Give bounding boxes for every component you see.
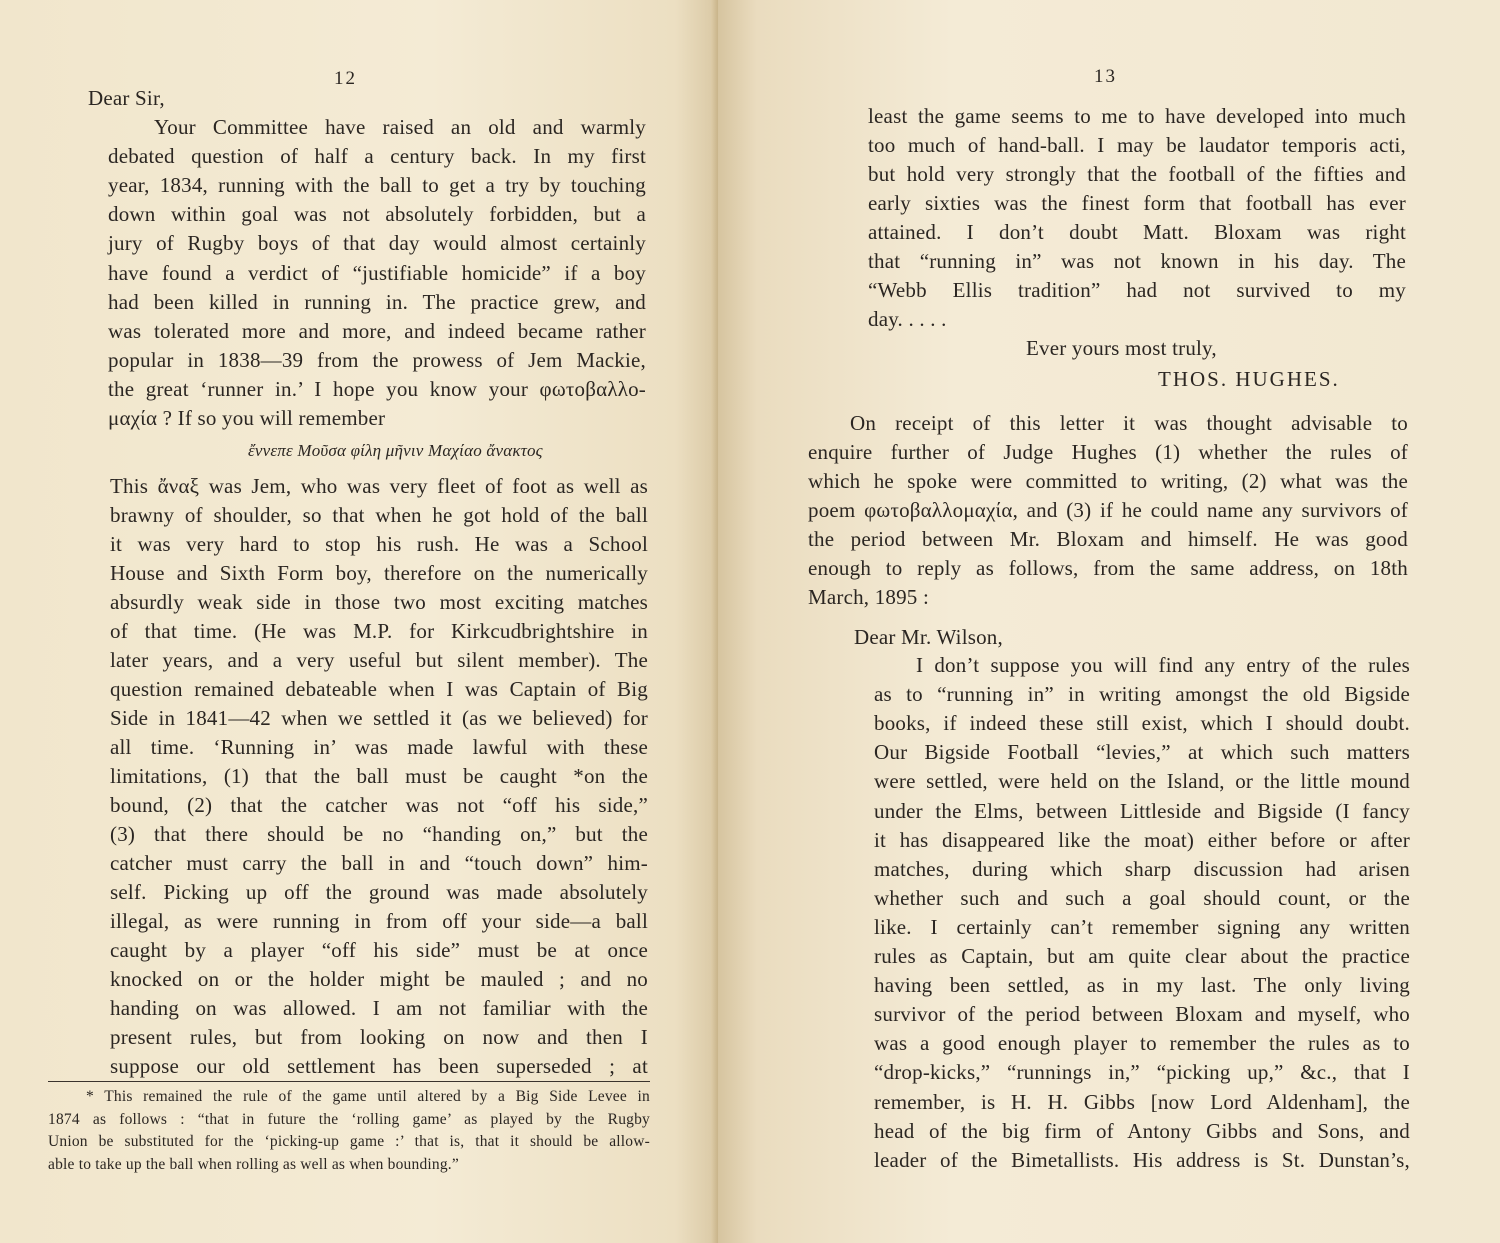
footnote-line: * This remained the rule of the game until altered by a Big Side Levee in bbox=[86, 1088, 650, 1105]
text-line: knocked on or the holder might be mauled ; and no bbox=[110, 967, 648, 991]
text-line: which he spoke were committed to writing, (2) what was the bbox=[808, 469, 1408, 493]
text-line: that “running in” was not known in his day. The bbox=[868, 249, 1406, 273]
text-line: under the Elms, between Littleside and Bigside (I fancy bbox=[874, 798, 1410, 823]
text-line: illegal, as were running in from off your side—a ball bbox=[110, 909, 648, 933]
text-line: least the game seems to me to have developed into much bbox=[868, 104, 1406, 128]
text-line: absurdly weak side in those two most exciting matches bbox=[110, 590, 648, 614]
text-line: all time. ‘Running in’ was made lawful with these bbox=[110, 735, 648, 759]
text-line: bound, (2) that the catcher was not “off his side,” bbox=[110, 793, 648, 817]
text-line: “drop-kicks,” “runnings in,” “picking up,” &c., that I bbox=[874, 1060, 1410, 1085]
text-line: question remained debateable when I was Captain of Big bbox=[110, 677, 648, 701]
text-line: year, 1834, running with the ball to get a try by touching bbox=[108, 173, 646, 198]
footnote-line: Union be substituted for the ‘picking-up game :’ that is, that it should be allow- bbox=[48, 1133, 650, 1150]
text-line: whether such and such a goal should count, or the bbox=[874, 885, 1410, 910]
text-line: matches, during which sharp discussion had arisen bbox=[874, 856, 1410, 881]
text-line: This ἄναξ was Jem, who was very fleet of foot as well as bbox=[110, 474, 648, 498]
text-line: present rules, but from looking on now and then I bbox=[110, 1025, 648, 1049]
text-line: House and Sixth Form boy, therefore on the numerically bbox=[110, 561, 648, 585]
text-line: brawny of shoulder, so that when he got hold of the ball bbox=[110, 503, 648, 527]
text-line: self. Picking up off the ground was made absolutely bbox=[110, 880, 648, 904]
page-number: 12 bbox=[334, 68, 357, 89]
closing-line: Ever yours most truly, bbox=[1026, 336, 1217, 360]
text-line: of that time. (He was M.P. for Kirkcudbrightshire in bbox=[110, 619, 648, 643]
text-line: it was very hard to stop his rush. He was a School bbox=[110, 532, 648, 556]
text-line: head of the big firm of Antony Gibbs and Sons, and bbox=[874, 1118, 1410, 1143]
text-line: down within goal was not absolutely forbidden, but a bbox=[108, 202, 646, 227]
text-line: Side in 1841—42 when we settled it (as we believed) for bbox=[110, 706, 648, 730]
text-line: later years, and a very useful but silent member). The bbox=[110, 648, 648, 672]
text-line: had been killed in running in. The practice grew, and bbox=[108, 289, 646, 314]
text-line: limitations, (1) that the ball must be caught *on the bbox=[110, 764, 648, 788]
text-line: but hold very strongly that the football of the fifties and bbox=[868, 162, 1406, 186]
text-line: Our Bigside Football “levies,” at which such matters bbox=[874, 740, 1410, 765]
text-line: enquire further of Judge Hughes (1) whether the rules of bbox=[808, 440, 1408, 464]
text-line: handing on was allowed. I am not familiar with the bbox=[110, 996, 648, 1020]
text-line: was tolerated more and more, and indeed became rather bbox=[108, 318, 646, 343]
right-page bbox=[718, 0, 1500, 1243]
salutation: Dear Sir, bbox=[88, 86, 165, 110]
salutation-2: Dear Mr. Wilson, bbox=[854, 625, 1003, 649]
text-line: leader of the Bimetallists. His address is St. Dunstan’s, bbox=[874, 1147, 1410, 1172]
text-line: the great ‘runner in.’ I hope you know your φωτοβαλλο- bbox=[108, 376, 646, 401]
footnote-line: 1874 as follows : “that in future the ‘rolling game’ as played by the Rugby bbox=[48, 1110, 650, 1128]
page-number: 13 bbox=[1094, 66, 1117, 87]
text-line: popular in 1838—39 from the prowess of Jem Mackie, bbox=[108, 347, 646, 372]
text-line: jury of Rugby boys of that day would almost certainly bbox=[108, 231, 646, 256]
footnote-line: able to take up the ball when rolling as well as when bounding.” bbox=[48, 1155, 459, 1173]
text-line: On receipt of this letter it was thought advisable to bbox=[850, 411, 1408, 435]
text-line: like. I certainly can’t remember signing any written bbox=[874, 914, 1410, 939]
greek-quote: ἔννεπε Μοῦσα φίλη μῆνιν Μαχίαο ἄνακτος bbox=[248, 441, 543, 460]
text-line: as to “running in” in writing amongst the old Bigside bbox=[874, 682, 1410, 707]
text-line: it has disappeared like the moat) either before or after bbox=[874, 827, 1410, 852]
text-line: Your Committee have raised an old and warmly bbox=[154, 115, 646, 139]
text-line: suppose our old settlement has been superseded ; at bbox=[110, 1054, 648, 1078]
text-line: “Webb Ellis tradition” had not survived to my bbox=[868, 278, 1406, 302]
text-line: was a good enough player to remember the rules as to bbox=[874, 1031, 1410, 1056]
left-page bbox=[0, 0, 718, 1243]
text-line: have found a verdict of “justifiable homicide” if a boy bbox=[108, 260, 646, 285]
text-line: day. . . . . bbox=[868, 307, 947, 331]
text-line: early sixties was the finest form that football has ever bbox=[868, 191, 1406, 215]
footnote-rule bbox=[48, 1081, 650, 1082]
text-line: too much of hand-ball. I may be laudator temporis acti, bbox=[868, 133, 1406, 157]
text-line: poem φωτοβαλλομαχία, and (3) if he could name any survivors of bbox=[808, 498, 1408, 522]
text-line: μαχία ? If so you will remember bbox=[108, 406, 386, 430]
text-line: enough to reply as follows, from the same address, on 18th bbox=[808, 556, 1408, 580]
text-line: catcher must carry the ball in and “touch down” him- bbox=[110, 851, 648, 875]
text-line: the period between Mr. Bloxam and himself. He was good bbox=[808, 527, 1408, 551]
text-line: were settled, were held on the Island, or the little mound bbox=[874, 769, 1410, 794]
text-line: remember, is H. H. Gibbs [now Lord Aldenham], the bbox=[874, 1089, 1410, 1114]
text-line: debated question of half a century back. In my first bbox=[108, 144, 646, 169]
text-line: attained. I don’t doubt Matt. Bloxam was right bbox=[868, 220, 1406, 244]
text-line: caught by a player “off his side” must be at once bbox=[110, 938, 648, 962]
text-line: I don’t suppose you will find any entry of the rules bbox=[916, 653, 1410, 677]
text-line: rules as Captain, but am quite clear about the practice bbox=[874, 944, 1410, 968]
text-line: books, if indeed these still exist, which I should doubt. bbox=[874, 711, 1410, 736]
signature: THOS. HUGHES. bbox=[1158, 367, 1340, 391]
text-line: (3) that there should be no “handing on,” but the bbox=[110, 822, 648, 846]
text-line: having been settled, as in my last. The only living bbox=[874, 973, 1410, 998]
text-line: survivor of the period between Bloxam and myself, who bbox=[874, 1002, 1410, 1027]
text-line: March, 1895 : bbox=[808, 585, 929, 609]
